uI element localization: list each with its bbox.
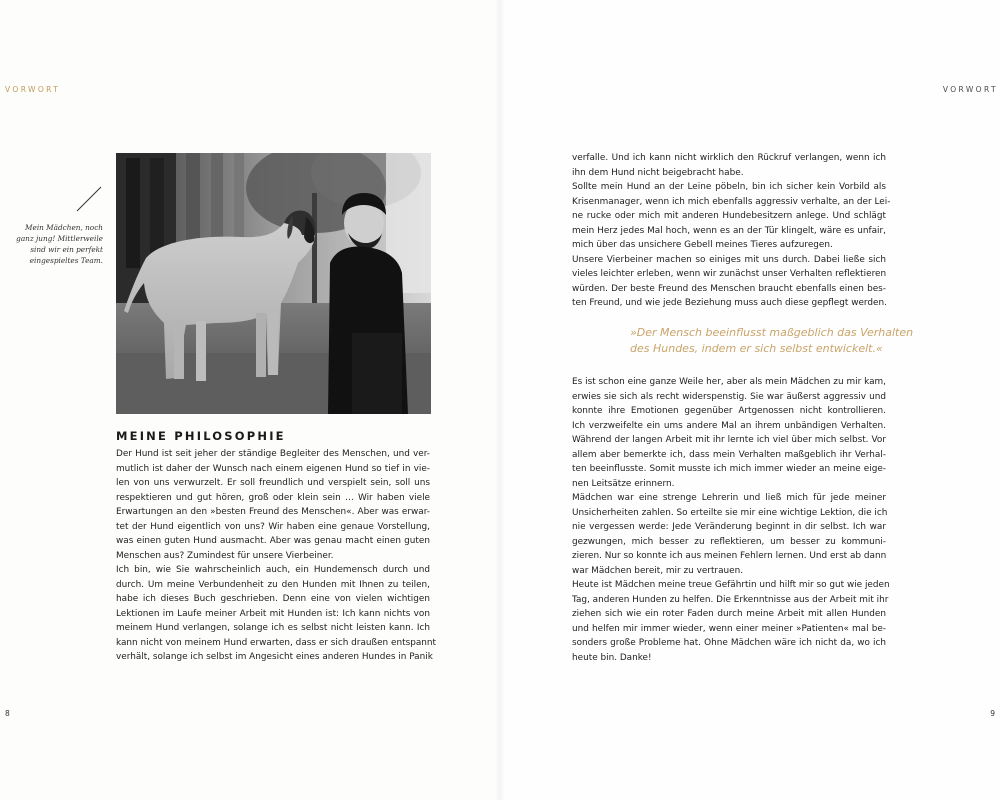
body-line: nie vergessen werde: Jede Veränderung beginnt in dir selbst. Ich war — [572, 522, 886, 532]
body-line: Tag, anderen Hunden zu helfen. Die Erkenntnisse aus der Arbeit mit ihr — [572, 594, 889, 605]
body-line: Es ist schon eine ganze Weile her, aber als mein Mädchen zu mir kam, — [572, 377, 886, 387]
running-head-right: VORWORT — [942, 85, 998, 94]
body-line: verhält, solange ich selbst im Angesicht eines anderen Hundes in Panik — [116, 652, 433, 662]
body-line: kann nicht von meinem Hund erwarten, dass er sich draußen entspannt — [116, 637, 436, 648]
body-line: vieles leichter erleben, wenn wir zunächst unser Verhalten reflektieren — [572, 269, 887, 279]
body-line: war Mädchen bereit, mir zu vertrauen. — [572, 565, 744, 576]
body-line: gezwungen, mich besser zu reflektieren, um besser zu kommuni- — [572, 536, 886, 547]
body-line: zieren. Nur so konnte ich aus meinen Fehlern lernen. Und erst ab dann — [572, 551, 887, 561]
caption-line: sind wir ein perfekt — [30, 245, 103, 254]
body-line: was einen guten Hund ausmacht. Aber was genau macht einen guten — [116, 536, 430, 546]
body-line: heute bin. Danke! — [572, 652, 652, 663]
right-body-text-top — [572, 151, 891, 311]
body-line: allem aber bemerkte ich, dass mein Verhalten maßgeblich ihr Verhal- — [572, 449, 886, 460]
body-line: und helfen mir immer wieder, wenn einer meiner »Patienten« mal be- — [572, 623, 886, 634]
body-line: Unsicherheiten zahlen. So erteilte sie mir eine wichtige Lektion, die ich — [572, 507, 888, 518]
body-line: mein Herz jedes Mal hoch, wenn es an der Tür klingelt, wäre es unfair, — [572, 225, 886, 236]
body-line: Erwartungen an den »besten Freund des Menschen«. Aber was erwar- — [116, 507, 430, 517]
body-line: verfalle. Und ich kann nicht wirklich den Rückruf verlangen, wenn ich — [572, 153, 886, 163]
photo-caption — [4, 222, 103, 266]
body-line: erwies sie sich als recht widerspenstig. Sie war äußerst aggressiv und — [572, 391, 886, 402]
caption-line: ganz jung! Mittlerweile — [16, 234, 103, 243]
body-line: Unsere Vierbeiner machen so einiges mit uns durch. Dabei ließe sich — [572, 254, 886, 265]
body-line: meinem Hund verlangen, solange ich es selbst nicht leisten kann. Ich — [116, 623, 430, 633]
body-line: len von uns verwurzelt. Er soll freundlich und verspielt sein, soll uns — [116, 478, 430, 488]
body-line: durch. Um meine Verbundenheit zu den Hunden mit Ihnen zu teilen, — [116, 579, 430, 590]
body-line: sonders große Probleme hat. Ohne Mädchen wäre ich nicht da, wo ich — [572, 638, 886, 648]
body-line: Sollte mein Hund an der Leine pöbeln, bin ich sicher kein Vorbild als — [572, 182, 886, 192]
caption-line: eingespieltes Team. — [29, 256, 103, 265]
page-number-left: 8 — [5, 709, 10, 718]
pull-quote-line: »Der Mensch beeinflusst maßgeblich das Verhalten — [630, 326, 914, 339]
body-line: habe ich dieses Buch geschrieben. Denn eine von vielen wichtigen — [116, 594, 430, 604]
pull-quote — [630, 325, 940, 357]
dog-and-man-photo — [116, 153, 431, 414]
body-line: nen Leitsätze erinnern. — [572, 478, 675, 489]
body-line: Der Hund ist seit jeher der ständige Begleiter des Menschen, und ver- — [116, 449, 430, 459]
caption-rule-line — [76, 186, 102, 212]
body-line: ziehen sich wie ein roter Faden durch meine Arbeit mit allen Hunden — [572, 609, 886, 619]
page-number-right: 9 — [990, 709, 995, 718]
body-line: Während der langen Arbeit mit ihr lernte ich viel über mich selbst. Vor — [572, 435, 886, 445]
book-gutter — [495, 0, 505, 800]
body-line: Menschen aus? Zumindest für unsere Vierbeiner. — [116, 550, 334, 561]
body-line: Heute ist Mädchen meine treue Gefährtin und hilft mir so gut wie jeden — [572, 580, 890, 590]
left-body-text — [116, 447, 436, 665]
body-line: Krisenmanager, wenn ich mich ebenfalls aggressiv verhalte, an der Lei- — [572, 196, 891, 207]
body-line: würden. Der beste Freund des Menschen braucht ebenfalls einen bes- — [572, 283, 886, 294]
running-head-left: VORWORT — [5, 85, 61, 94]
body-line: ihn dem Hund nicht beigebracht habe. — [572, 167, 744, 178]
right-body-text-bottom — [572, 375, 890, 665]
body-line: Ich bin, wie Sie wahrscheinlich auch, ein Hundemensch durch und — [116, 565, 430, 575]
body-line: ten beeinflusste. Somit musste ich mich immer wieder an meine eige- — [572, 464, 886, 474]
body-line: tet der Hund eigentlich von uns? Wir haben eine genaue Vorstellung, — [116, 521, 430, 532]
body-line: Lektionen im Laufe meiner Arbeit mit Hunden ist: Ich kann nichts von — [116, 608, 430, 619]
right-page — [500, 0, 1000, 800]
body-line: mich über das unsichere Gebell meines Tieres aufzuregen. — [572, 240, 833, 250]
pull-quote-line: des Hundes, indem er sich selbst entwickelt.« — [630, 342, 883, 355]
body-line: Ich verzweifelte ein ums andere Mal an ihrem unbändigen Verhalten. — [572, 420, 886, 431]
body-line: respektieren und gut hören, groß oder klein sein … Wir haben viele — [116, 492, 430, 503]
photo-illustration — [116, 153, 431, 414]
body-line: ne rucke oder mich mit anderen Hundebesitzern anlege. Und schlägt — [572, 211, 886, 221]
body-line: Mädchen war eine strenge Lehrerin und ließ mich für jede meiner — [572, 493, 886, 503]
body-line: konnte ihre Emotionen gegenüber Artgenossen nicht kontrollieren. — [572, 406, 886, 416]
body-line: mutlich ist daher der Wunsch nach einem eigenen Hund so tief in vie- — [116, 463, 430, 474]
caption-line: Mein Mädchen, noch — [25, 223, 103, 232]
section-title: MEINE PHILOSOPHIE — [116, 429, 286, 443]
body-line: ten Freund, und wie jede Beziehung muss auch diese gepflegt werden. — [572, 298, 887, 308]
